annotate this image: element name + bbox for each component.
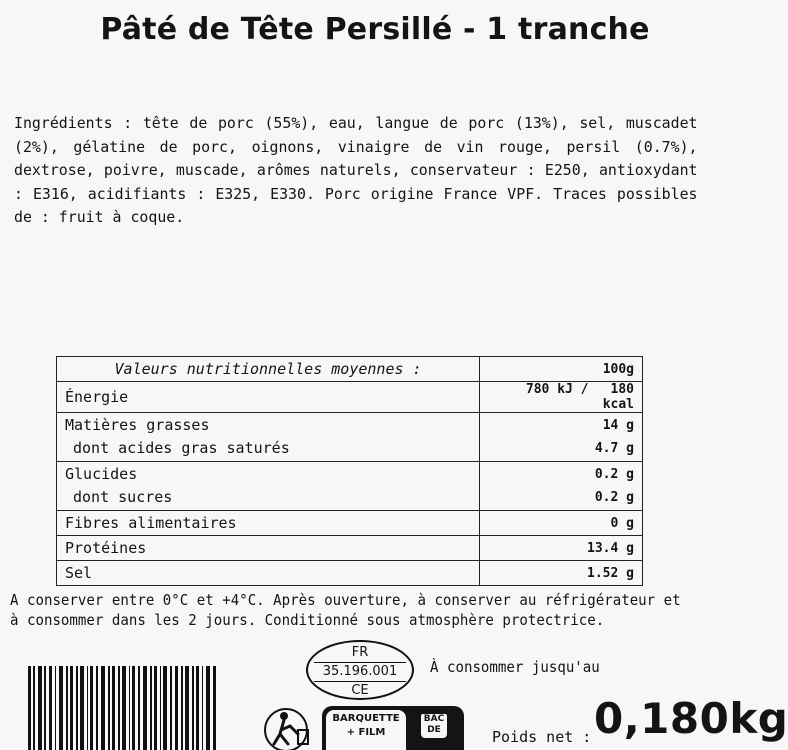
salt-value: 1.52 g [480,561,643,586]
barcode [24,664,220,750]
fiber-value: 0 g [480,511,643,536]
carbs-label: Glucides [65,465,138,483]
storage-instructions: A conserver entre 0°C et +4°C. Après ouverture, à conserver au réfrigérateur et à consommer dans les 2 jours. Conditionné sous atmosphère protectrice. [10,591,681,629]
ingredients-text: Ingrédients : tête de porc (55%), eau, langue de porc (13%), sel, muscadet (2%), gélatine de porc, oignons, vinaigre de vin rouge, persil (0.7%), dextrose, poivre, muscade, arômes naturels, conservateur : E250, antioxydant : E316, acidifiants : E325, E330. Porc origine France VPF. Traces possibles de : fruit à coque. [14,114,698,226]
salt-label: Sel [57,561,480,586]
protein-value: 13.4 g [480,536,643,561]
sugars-value: 0.2 g [594,490,634,505]
sorting-instructions [322,706,464,750]
nutrition-row-energy [57,382,643,413]
nutrition-header-per: 100g [480,357,643,382]
nutrition-header-row [57,357,643,382]
sugars-label: dont sucres [73,488,173,506]
net-weight-value: 0,180kg [594,694,788,743]
nutrition-row-fiber [57,511,643,536]
fiber-label: Fibres alimentaires [57,511,480,536]
fat-value: 14 g [602,418,634,433]
use-by-label: À consommer jusqu'au [430,658,600,676]
nutrition-table [56,356,643,586]
energy-kj: 780 kJ / [525,382,589,397]
satfat-label: dont acides gras saturés [73,439,290,457]
health-mark-stamp [306,640,414,700]
tray-label: BARQUETTE + FILM [326,710,406,750]
nutrition-header-label: Valeurs nutritionnelles moyennes : [57,357,480,382]
health-mark-number: 35.196.001 [314,662,406,682]
recycling-person-icon [262,704,318,750]
carbs-value: 0.2 g [594,467,634,482]
fat-label: Matières grasses [65,416,210,434]
protein-label: Protéines [57,536,480,561]
satfat-value: 4.7 g [594,441,634,456]
nutrition-row-carbs [57,462,643,511]
energy-kcal: 180 kcal [602,382,634,412]
energy-label: Énergie [57,382,480,413]
recycling-bin-icon: BAC DE [412,712,456,750]
product-title: Pâté de Tête Persillé - 1 tranche [100,12,650,47]
nutrition-row-protein [57,536,643,561]
nutrition-row-fat [57,413,643,462]
nutrition-row-salt [57,561,643,586]
health-mark-country: FR [351,645,369,660]
health-mark-union: CE [351,683,369,698]
net-weight-label: Poids net : [492,728,592,746]
